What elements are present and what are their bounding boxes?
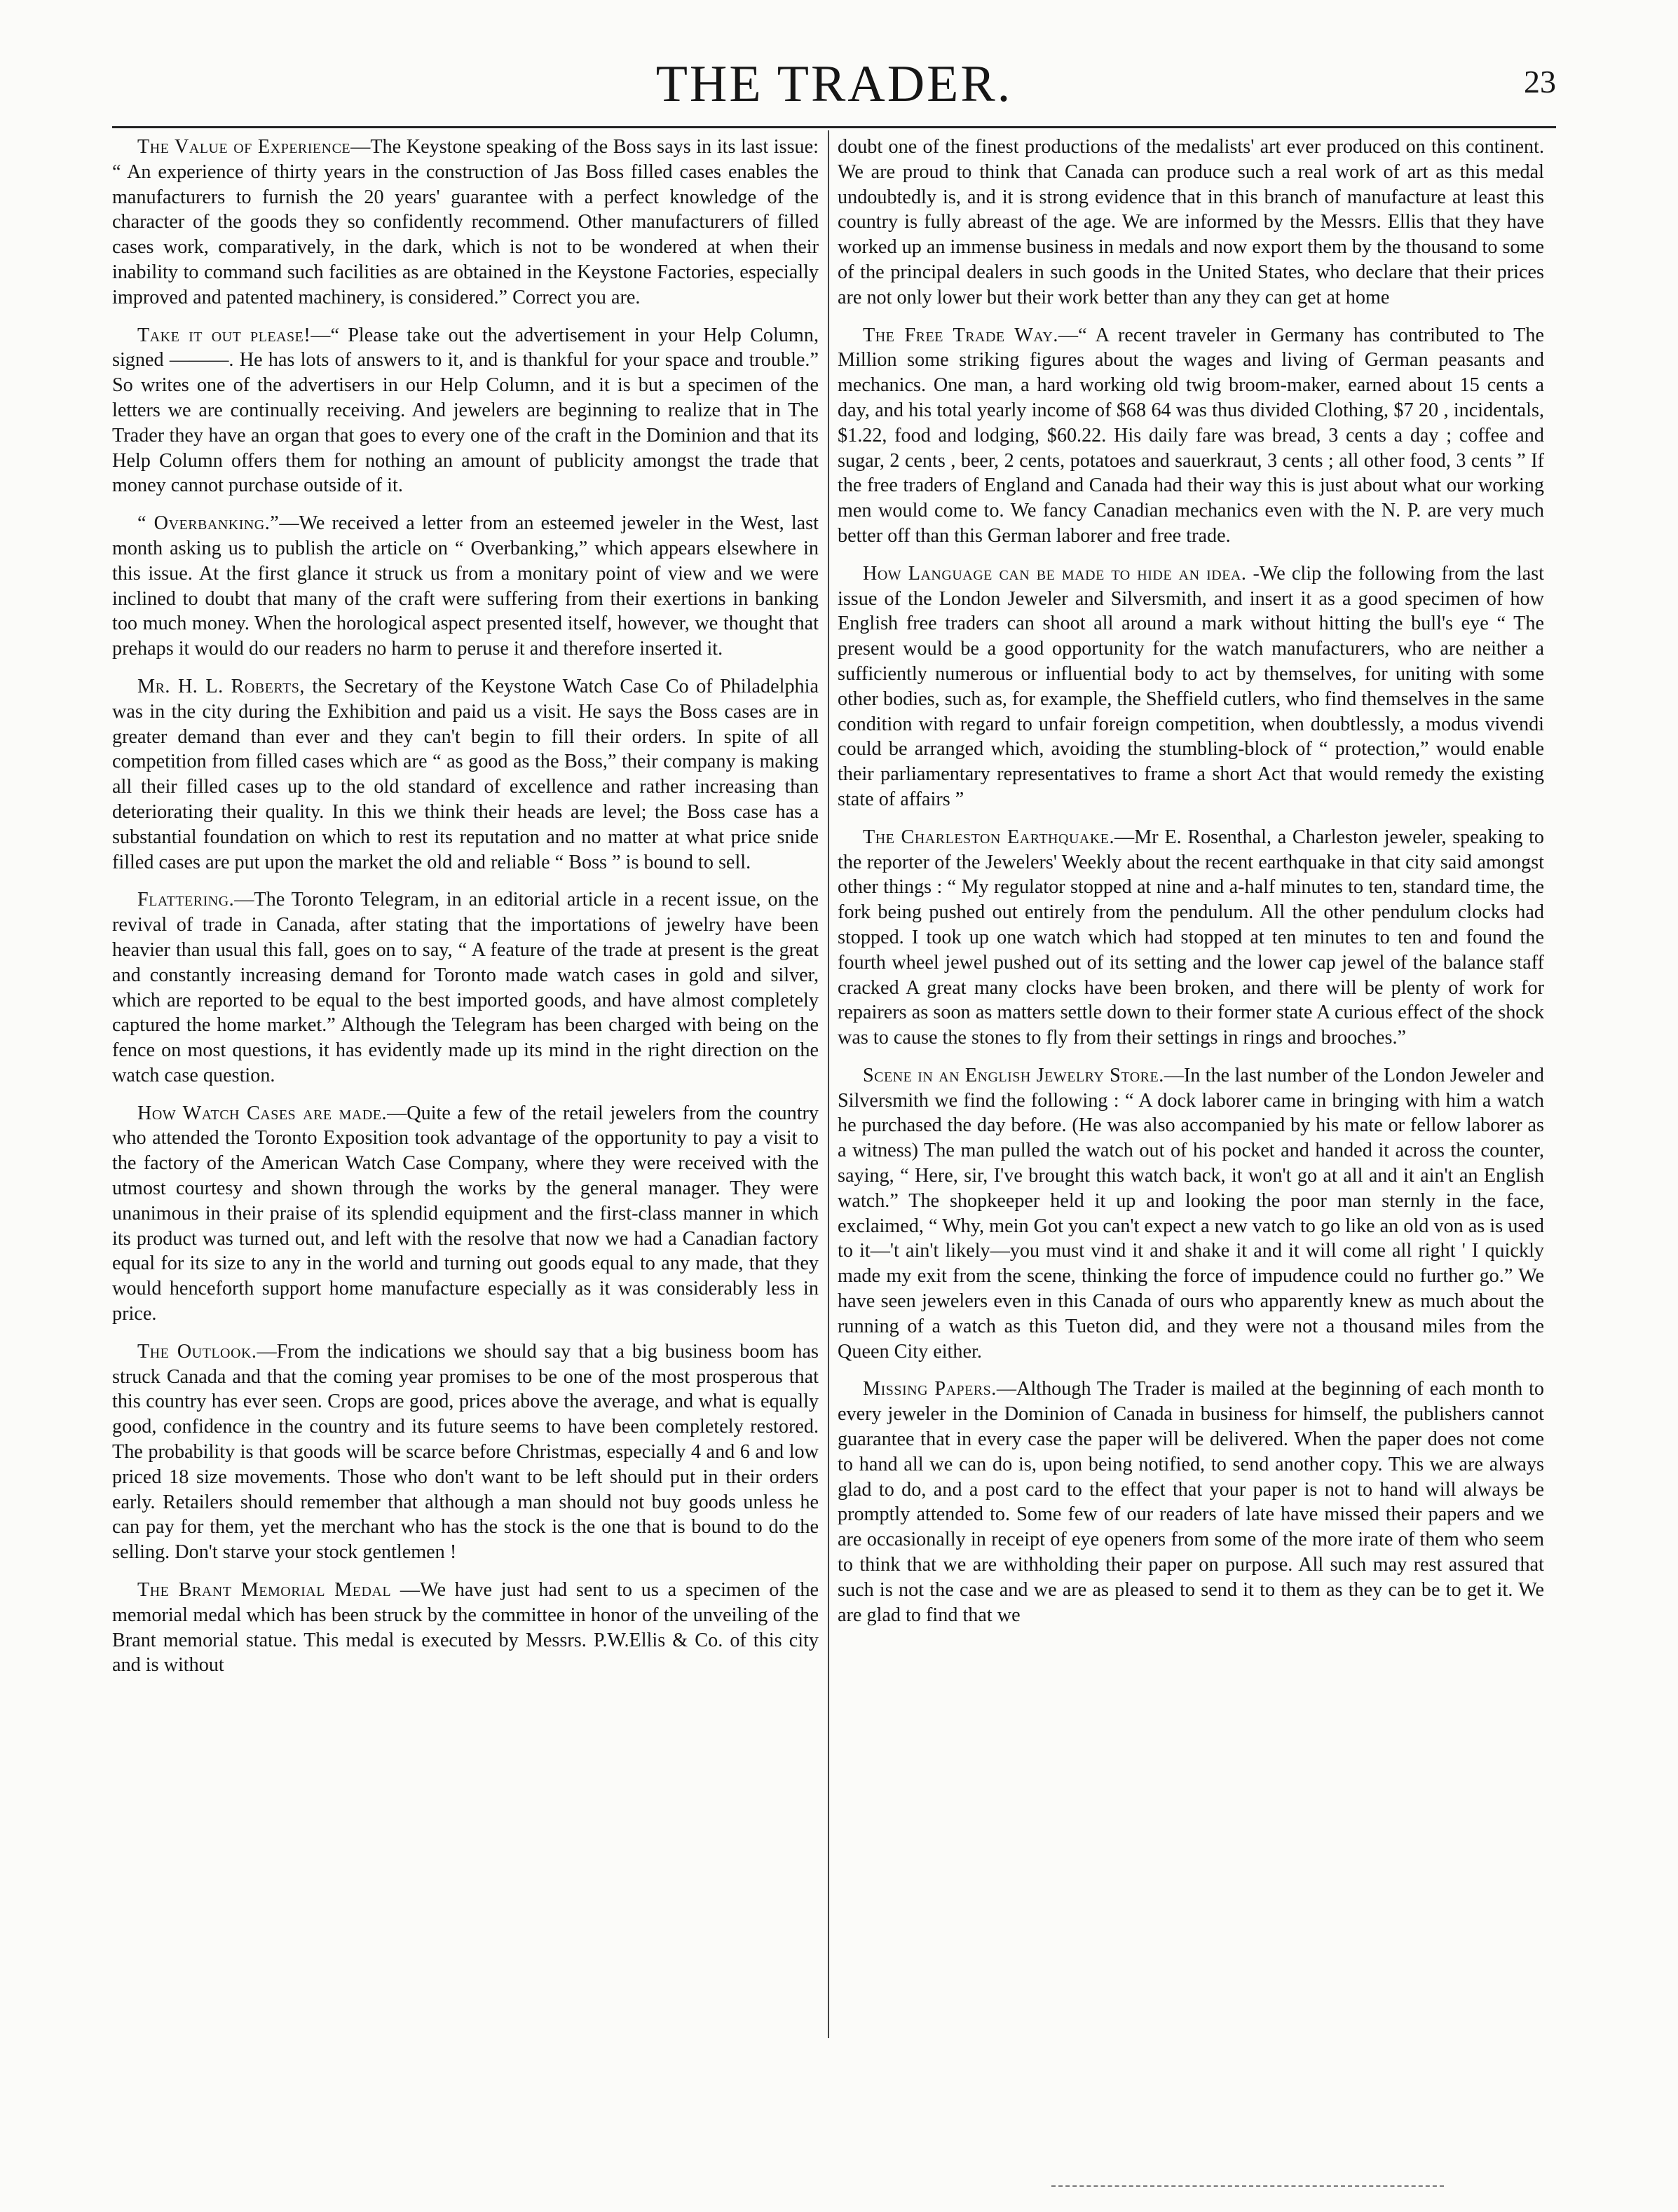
article-outlook bbox=[112, 1339, 819, 1565]
article-brant-medal-continued bbox=[838, 135, 1544, 310]
article-english-jewelry-store bbox=[838, 1063, 1544, 1365]
article-heading: The Charleston Earthquake. bbox=[863, 826, 1115, 848]
article-heading: How Watch Cases are made. bbox=[137, 1102, 388, 1124]
article-heading: “ Overbanking.” bbox=[137, 512, 280, 535]
article-flattering bbox=[112, 887, 819, 1088]
column-divider bbox=[828, 130, 829, 2038]
article-body: —The Keystone speaking of the Boss says in its last issue: “ An experience of thirty years in the construction of Jas Boss filled cases enables the manufacturers to furnish the 20 years' guarantee with a perfect knowledge of the character of the goods they so confidently recommend. Other manufacturers of filled cases work, comparatively, in the dark, which is not to be wondered at when their inability to command such facilities as are obtained in the Keystone Factories, especially improved and patented machinery, is considered.” Correct you are. bbox=[112, 136, 819, 308]
article-body: —“ Please take out the advertisement in your Help Column, signed ———. He has lots of answers to it, and is thankful for your space and trouble.” So writes one of the advertisers in our Help Column, and it is but a specimen of the letters we are continually receiving. And jewelers are beginning to realize that in The Trader they have an organ that goes to every one of the craft in the Dominion and that its Help Column offers them for nothing an amount of publicity amongst the trade that money cannot purchase outside of it. bbox=[112, 324, 819, 497]
article-heading: Mr. H. L. Roberts, bbox=[137, 675, 305, 697]
article-heading: The Free Trade Way. bbox=[863, 324, 1058, 346]
article-body: —“ A recent traveler in Germany has contributed to The Million some striking figures about the wages and living of German peasants and mechanics. One man, a hard working old twig broom-maker, earned about 15 cents a day, and his total yearly income of $68 64 was thus divided Clothing, $7 20 , incidentals, $1.22, food and lodging, $60.22. His daily fare was bread, 3 cents a day ; coffee and sugar, 2 cents , beer, 2 cents, potatoes and sauerkraut, 3 cents ; all other food, 3 cents ” If the free traders of England and Canada had their way this is just about what our working men would come to. We fancy Canadian mechanics even with the N. P. are very much better off than this German laborer and free trade. bbox=[838, 324, 1544, 547]
article-heading: Flattering. bbox=[137, 889, 235, 911]
article-body: —Mr E. Rosenthal, a Charleston jeweler, speaking to the reporter of the Jewelers' Weekly about the recent earthquake in that city said amongst other things : “ My regulator stopped at nine and a-half minutes to ten, standard time, the fork being pushed out entirely from the pendulum. All the other pendulum clocks had stopped. I took up one watch which had stopped at ten minutes to ten and found the fourth wheel jewel pushed out of its setting and the lower cap jewel of the balance staff cracked A great many clocks have been broken, and there will be plenty of work for repairers as soon as matters settle down to their former state A curious effect of the shock was to cause the stones to fly from their settings in rings and brooches.” bbox=[838, 826, 1544, 1049]
article-charleston-earthquake bbox=[838, 825, 1544, 1051]
publication-title: THE TRADER. bbox=[655, 55, 1013, 113]
article-body: —We have just had sent to us a specimen of the memorial medal which has been struck by the committee in honor of the unveiling of the Brant memorial statue. This medal is executed by Messrs. P.W.Ellis & Co. of this city and is without bbox=[112, 1579, 819, 1677]
article-brant-medal bbox=[112, 1578, 819, 1678]
article-body: —We received a letter from an esteemed jeweler in the West, last month asking us to publish the article on “ Overbanking,” which appears elsewhere in this issue. At the first glance it struck us from a monitary point of view and we were inclined to doubt that many of the craft were suffering from their exertions in banking too much money. When the horological aspect presented itself, however, we thought that prehaps it would do our readers no harm to peruse it and therefore inserted it. bbox=[112, 512, 819, 660]
right-column bbox=[838, 135, 1544, 1640]
article-body: —The Toronto Telegram, in an editorial article in a recent issue, on the revival of trade in Canada, after stating that the importations of jewelry have been heavier than usual this fall, goes on to say, “ A feature of the trade at present is the great and constantly increasing demand for Toronto made watch cases in gold and silver, which are reported to be equal to the best imported goods, and have almost completely captured the home market.” Although the Telegram has been charged with being on the fence on most questions, it has evidently made up its mind in the right direction on the watch case question. bbox=[112, 889, 819, 1086]
article-take-it-out bbox=[112, 323, 819, 499]
article-overbanking bbox=[112, 511, 819, 662]
article-body: doubt one of the finest productions of the medalists' art ever produced on this continent. We are proud to think that Canada can produce such a real work of art as this medal undoubtedly is, and it is strong evidence that in this branch of manufacture at least this country is fully abreast of the age. We are informed by the Messrs. Ellis that they have worked up an immense business in medals and now export them by the thousand to some of the principal dealers in such goods in the United States, who declare that their prices are not only lower but their work better than any they can get at home bbox=[838, 136, 1544, 308]
article-heading: The Outlook. bbox=[137, 1340, 257, 1363]
article-heading: Scene in an English Jewelry Store. bbox=[863, 1064, 1164, 1086]
article-body: the Secretary of the Keystone Watch Case Co of Philadelphia was in the city during the Exhibition and paid us a visit. He says the Boss cases are in greater demand than ever and they can't begin to fill their orders. In spite of all competition from filled cases which are “ as good as the Boss,” their company is making all their filled cases up to the old standard of excellence and rather increasing than deteriorating their quality. In this we think their heads are level; the Boss case has a substantial foundation on which to rest its reputation and no matter at what price snide filled cases are put upon the market the old and reliable “ Boss ” is bound to sell. bbox=[112, 675, 819, 873]
article-value-of-experience bbox=[112, 135, 819, 310]
article-heading: Take it out please! bbox=[137, 324, 311, 346]
article-body: —Although The Trader is mailed at the beginning of each month to every jeweler in the Dominion of Canada in business for himself, the publishers cannot guarantee that in every case the paper will be delivered. When the paper does not come to hand all we can do is, upon being notified, to send another copy. This we are always glad to do, and a post card to the effect that your paper is not to hand will always be promptly attended to. Some few of our readers of late have missed their papers and we are occasionally in receipt of eye openers from some of the more irate of them who seem to think that we are withholding their paper on purpose. All such may rest assured that such is not the case and we are as pleased to send it to them as they can be to get it. We are glad to find that we bbox=[838, 1378, 1544, 1626]
article-heading: The Value of Experience bbox=[137, 136, 351, 158]
header-rule bbox=[112, 126, 1556, 128]
article-missing-papers bbox=[838, 1377, 1544, 1627]
article-heading: How Language can be made to hide an idea. bbox=[863, 562, 1247, 585]
masthead bbox=[112, 49, 1556, 126]
page-number: 23 bbox=[1524, 64, 1556, 100]
article-body: —From the indications we should say that a big business boom has struck Canada and that the coming year promises to be one of the most prosperous that this country has ever seen. Crops are good, prices above the average, and what is equally good, confidence in the country and its future seems to have been completely restored. The probability is that goods will be scarce before Christmas, especially 4 and 6 and low priced 18 size movements. Those who don't want to be left should put in their orders early. Retailers should remember that although a man should not buy goods unless he can pay for them, yet the merchant who has the stock is the one that is bound to do the selling. Don't starve your stock gentlemen ! bbox=[112, 1340, 819, 1564]
article-heading: The Brant Memorial Medal bbox=[137, 1579, 392, 1602]
article-body: —Quite a few of the retail jewelers from the country who attended the Toronto Exposition took advantage of the opportunity to pay a visit to the factory of the American Watch Case Company, where they were received with the utmost courtesy and shown through the works by the general manager. They were unanimous in their praise of its splendid equipment and the first-class manner in which its product was turned out, and left with the resolve that now we had a Canadian factory equal for its size to any in the world and turning out goods equal to any made, that they would henceforth support home manufacture especially as it was considerably less in price. bbox=[112, 1102, 819, 1325]
article-watch-cases bbox=[112, 1101, 819, 1327]
article-free-trade-way bbox=[838, 323, 1544, 549]
article-roberts bbox=[112, 674, 819, 875]
left-column bbox=[112, 135, 819, 1691]
article-body: —In the last number of the London Jeweler and Silversmith we find the following : “ A dock laborer came in bringing with him a watch he purchased the day before. (He was also accompanied by his mate or fellow laborer as a witness) The man pulled the watch out of his pocket and handed it across the counter, saying, “ Here, sir, I've brought this watch back, it won't go at all and it ain't an English watch.” The shopkeeper held it up and looking the poor man sternly in the face, exclaimed, “ Why, mein Got you can't expect a new vatch to go like an old von as is used to it—'t ain't likely—you must vind it and shake it and it will come all right ' I quickly made my exit from the scene, thinking the force of impudence could no further go.” We have seen jewelers even in this Canada of ours who apparently knew as much about the running of a watch as this Tueton did, and they were not a thousand miles from the Queen City either. bbox=[838, 1064, 1545, 1363]
article-body: -We clip the following from the last issue of the London Jeweler and Silversmith, and insert it as a good specimen of how English free traders can shoot all around a mark without hitting the bull's eye “ The present would be a good opportunity for the watch manufacturers, who are neither a sufficiently numerous or influential body to act by themselves, for uniting with some other bodies, such as, for example, the Sheffield cutlers, who find themselves in the same condition with regard to unfair foreign competition, when doubtlessly, a modus vivendi could be arranged which, avoiding the stumbling-block of “ protection,” would enable their parliamentary representatives to frame a short Act that would remedy the existing state of affairs ” bbox=[838, 562, 1545, 810]
article-heading: Missing Papers. bbox=[863, 1378, 997, 1400]
footer-rule bbox=[1051, 2185, 1444, 2187]
article-language bbox=[838, 561, 1544, 812]
